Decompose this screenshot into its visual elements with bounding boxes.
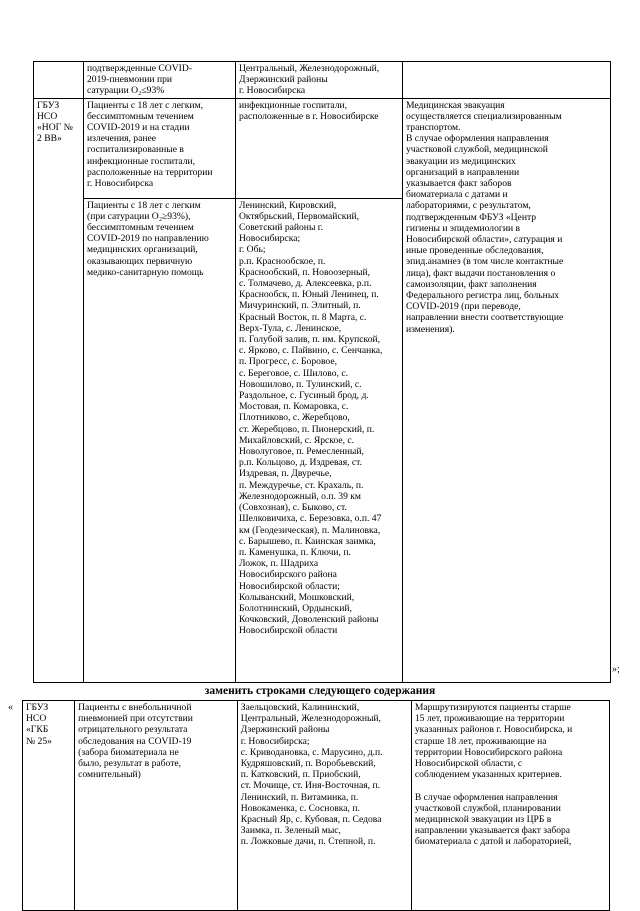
territory-cell: Центральный, Железнодорожный, Дзержинский районы г. Новосибирска <box>236 62 403 99</box>
territory-cell: инфекционные госпитали, расположенные в г. Новосибирске <box>236 98 403 198</box>
patient-category-cell: подтвержденные COVID- 2019-пневмонии при сатурации O₂≤93% <box>84 62 236 99</box>
table-row <box>34 62 611 99</box>
section-heading: заменить строками следующего содержания <box>204 685 436 697</box>
routing-note-cell: Маршрутизируются пациенты старше 15 лет, проживающие на территории указанных районов г. Новосибирска, и старше 18 лет, проживающие на территории Новосибирского района Новосибирской области, с соблюдением указанных критериев. В случае оформления направления участковой службой, планировании медицинской эвакуации из ЦРБ в направлении указывается факт забора биоматериала с датой и лабораторией, <box>411 701 609 911</box>
patient-category-cell: Пациенты с 18 лет с легким, бессимптомным течением COVID-2019 и на стадии излечения, ранее госпитализированные в инфекционные госпитали, расположенные на территории г. Новосибирска <box>84 98 236 198</box>
evacuation-note-cell: Медицинская эвакуация осуществляется специализированным транспортом. В случае оформления направления участковой службой, медицинской эвакуации из медицинских организаций в направлении указывается факт заборов биоматериала с датами и лабораториями, с результатом, подтвержденным ФБУЗ «Центр гигиены и эпидемиологии в Новосибирской области», сатурация и иные проведенные обследования, эпид.анамнез (в том числе контактные лица), факт выдачи постановления о самоизоляции, факт заполнения Федерального регистра лиц, больных COVID-2019 (при переводе, направлении внести соответствующие изменения). <box>403 98 611 682</box>
closing-quote-mark: »; <box>612 664 620 675</box>
table-row <box>23 701 610 911</box>
territory-cell: Заельцовский, Калининский, Центральный, Железнодорожный, Дзержинский районы г. Новосибирска; с. Криводановка, с. Марусино, д.п. Кудряшовский, п. Воробьевский, п. Катковский, п. Приобский, ст. Мочище, ст. Иня-Восточная, п. Ленинский, п. Витаминка, п. Новокаменка, с. Сосновка, п. Красный Яр, с. Кубовая, п. Седова Заимка, п. Зеленый мыс, п. Ложковые дачи, п. Степной, п. <box>237 701 411 911</box>
table-row <box>34 98 611 198</box>
patient-category-cell: Пациенты с внебольничной пневмонией при отсутствии отрицательного результата обследования на COVID-19 (забора биоматериала не было, результат в работе, сомнительный) <box>75 701 238 911</box>
org-cell <box>34 62 84 99</box>
routing-table-new <box>22 700 610 911</box>
routing-table-old <box>33 61 611 683</box>
note-cell <box>403 62 611 99</box>
territory-cell: Ленинский, Кировский, Октябрьский, Первомайский, Советский районы г. Новосибирска; г. Обь; р.п. Краснообское, п. Краснообский, п. Новоозерный, с. Толмачево, д. Алексеевка, р.п. Краснообск, п. Юный Ленинец, п. Мичуринский, п. Элитный, п. Красный Восток, п. 8 Марта, с. Верх-Тула, с. Ленинское, п. Голубой залив, п. им. Крупской, с. Ярково, с. Пайвино, с. Сенчанка, п. Прогресс, с. Боровое, с. Береговое, с. Шилово, с. Новошилово, п. Тулинский, с. Раздольное, с. Гусиный брод, д. Мостовая, п. Комаровка, с. Плотниково, с. Жеребцово, ст. Жеребцово, п. Пионерский, п. Михайловский, с. Ярское, с. Новолуговое, п. Ремесленный, р.п. Кольцово, д. Издревая, ст. Издревая, п. Двуречье, п. Междуречье, ст. Крахаль, п. Железнодорожный, о.п. 39 км (Совхозная), с. Быково, ст. Шелковичиха, с. Березовка, о.п. 47 км (Геодезическая), п. Малиновка, с. Барышево, п. Каинская заимка, п. Каменушка, п. Ключи, п. Ложок, п. Шадриха Новосибирского района Новосибирской области; Колыванский, Мошковский, Болотнинский, Ордынский, Кочковский, Доволенский районы Новосибирской области <box>236 198 403 682</box>
org-cell: ГБУЗ НСО «НОГ № 2 ВВ» <box>34 98 84 682</box>
patient-category-cell: Пациенты с 18 лет с легким (при сатурации O₂≥93%), бессимптомным течением COVID-2019 по направлению медицинских организаций, оказывающих первичную медико-санитарную помощь <box>84 198 236 682</box>
opening-quote-mark: « <box>8 702 13 713</box>
org-cell: ГБУЗ НСО «ГКБ № 25» <box>23 701 75 911</box>
